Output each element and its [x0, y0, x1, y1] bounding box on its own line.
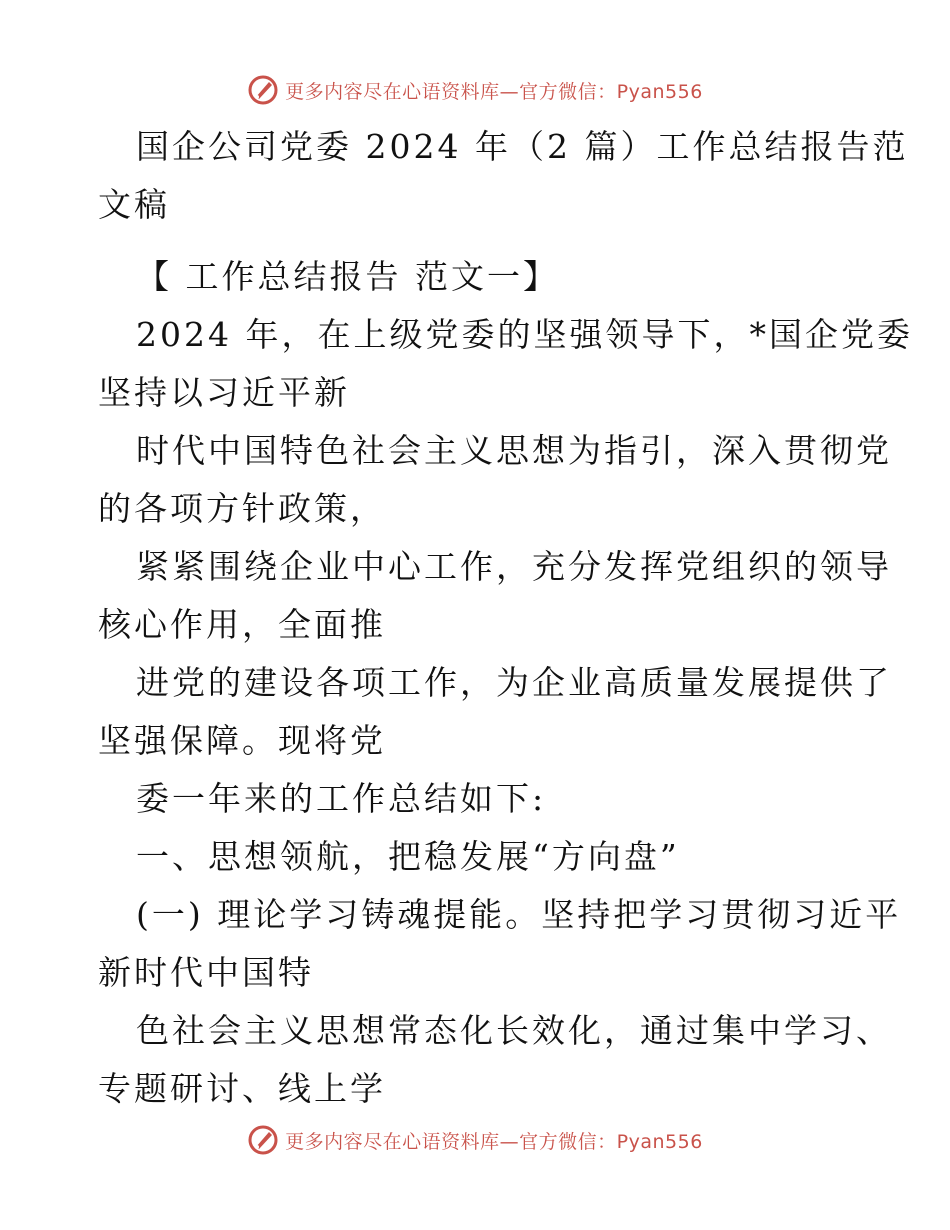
- paragraph-line: 坚强保障。现将党: [98, 721, 386, 760]
- watermark-text: 更多内容尽在心语资料库—官方微信：Pyan556: [285, 1130, 703, 1153]
- subsection-heading: 一、思想领航，把稳发展“方向盘”: [136, 837, 680, 876]
- watermark-text: 更多内容尽在心语资料库—官方微信：Pyan556: [285, 80, 703, 103]
- paragraph-line: 的各项方针政策，: [98, 489, 386, 528]
- pen-seal-icon: [247, 1124, 279, 1156]
- pen-seal-icon: [247, 74, 279, 106]
- paragraph-line: 紧紧围绕企业中心工作，充分发挥党组织的领导: [136, 547, 892, 586]
- paragraph-line: 新时代中国特: [98, 953, 314, 992]
- document-body: [98, 118, 913, 1118]
- paragraph-line: 时代中国特色社会主义思想为指引，深入贯彻党: [136, 431, 892, 470]
- document-title: 国企公司党委 2024 年（2 篇）工作总结报告范: [136, 127, 909, 166]
- watermark-header: [0, 70, 950, 110]
- paragraph-line: 色社会主义思想常态化长效化，通过集中学习、: [136, 1011, 892, 1050]
- section-heading: 【 工作总结报告 范文一】: [136, 257, 559, 296]
- paragraph-line: 坚持以习近平新: [98, 373, 350, 412]
- document-title-cont: 文稿: [98, 185, 170, 224]
- watermark-footer: [0, 1120, 950, 1160]
- paragraph-line: 2024 年，在上级党委的坚强领导下，*国企党委: [136, 315, 913, 354]
- paragraph-line: 委一年来的工作总结如下:: [136, 779, 547, 818]
- paragraph-line: 核心作用，全面推: [98, 605, 386, 644]
- paragraph-line: 专题研讨、线上学: [98, 1069, 386, 1108]
- paragraph-line: (一) 理论学习铸魂提能。坚持把学习贯彻习近平: [136, 895, 902, 934]
- paragraph-line: 进党的建设各项工作，为企业高质量发展提供了: [136, 663, 892, 702]
